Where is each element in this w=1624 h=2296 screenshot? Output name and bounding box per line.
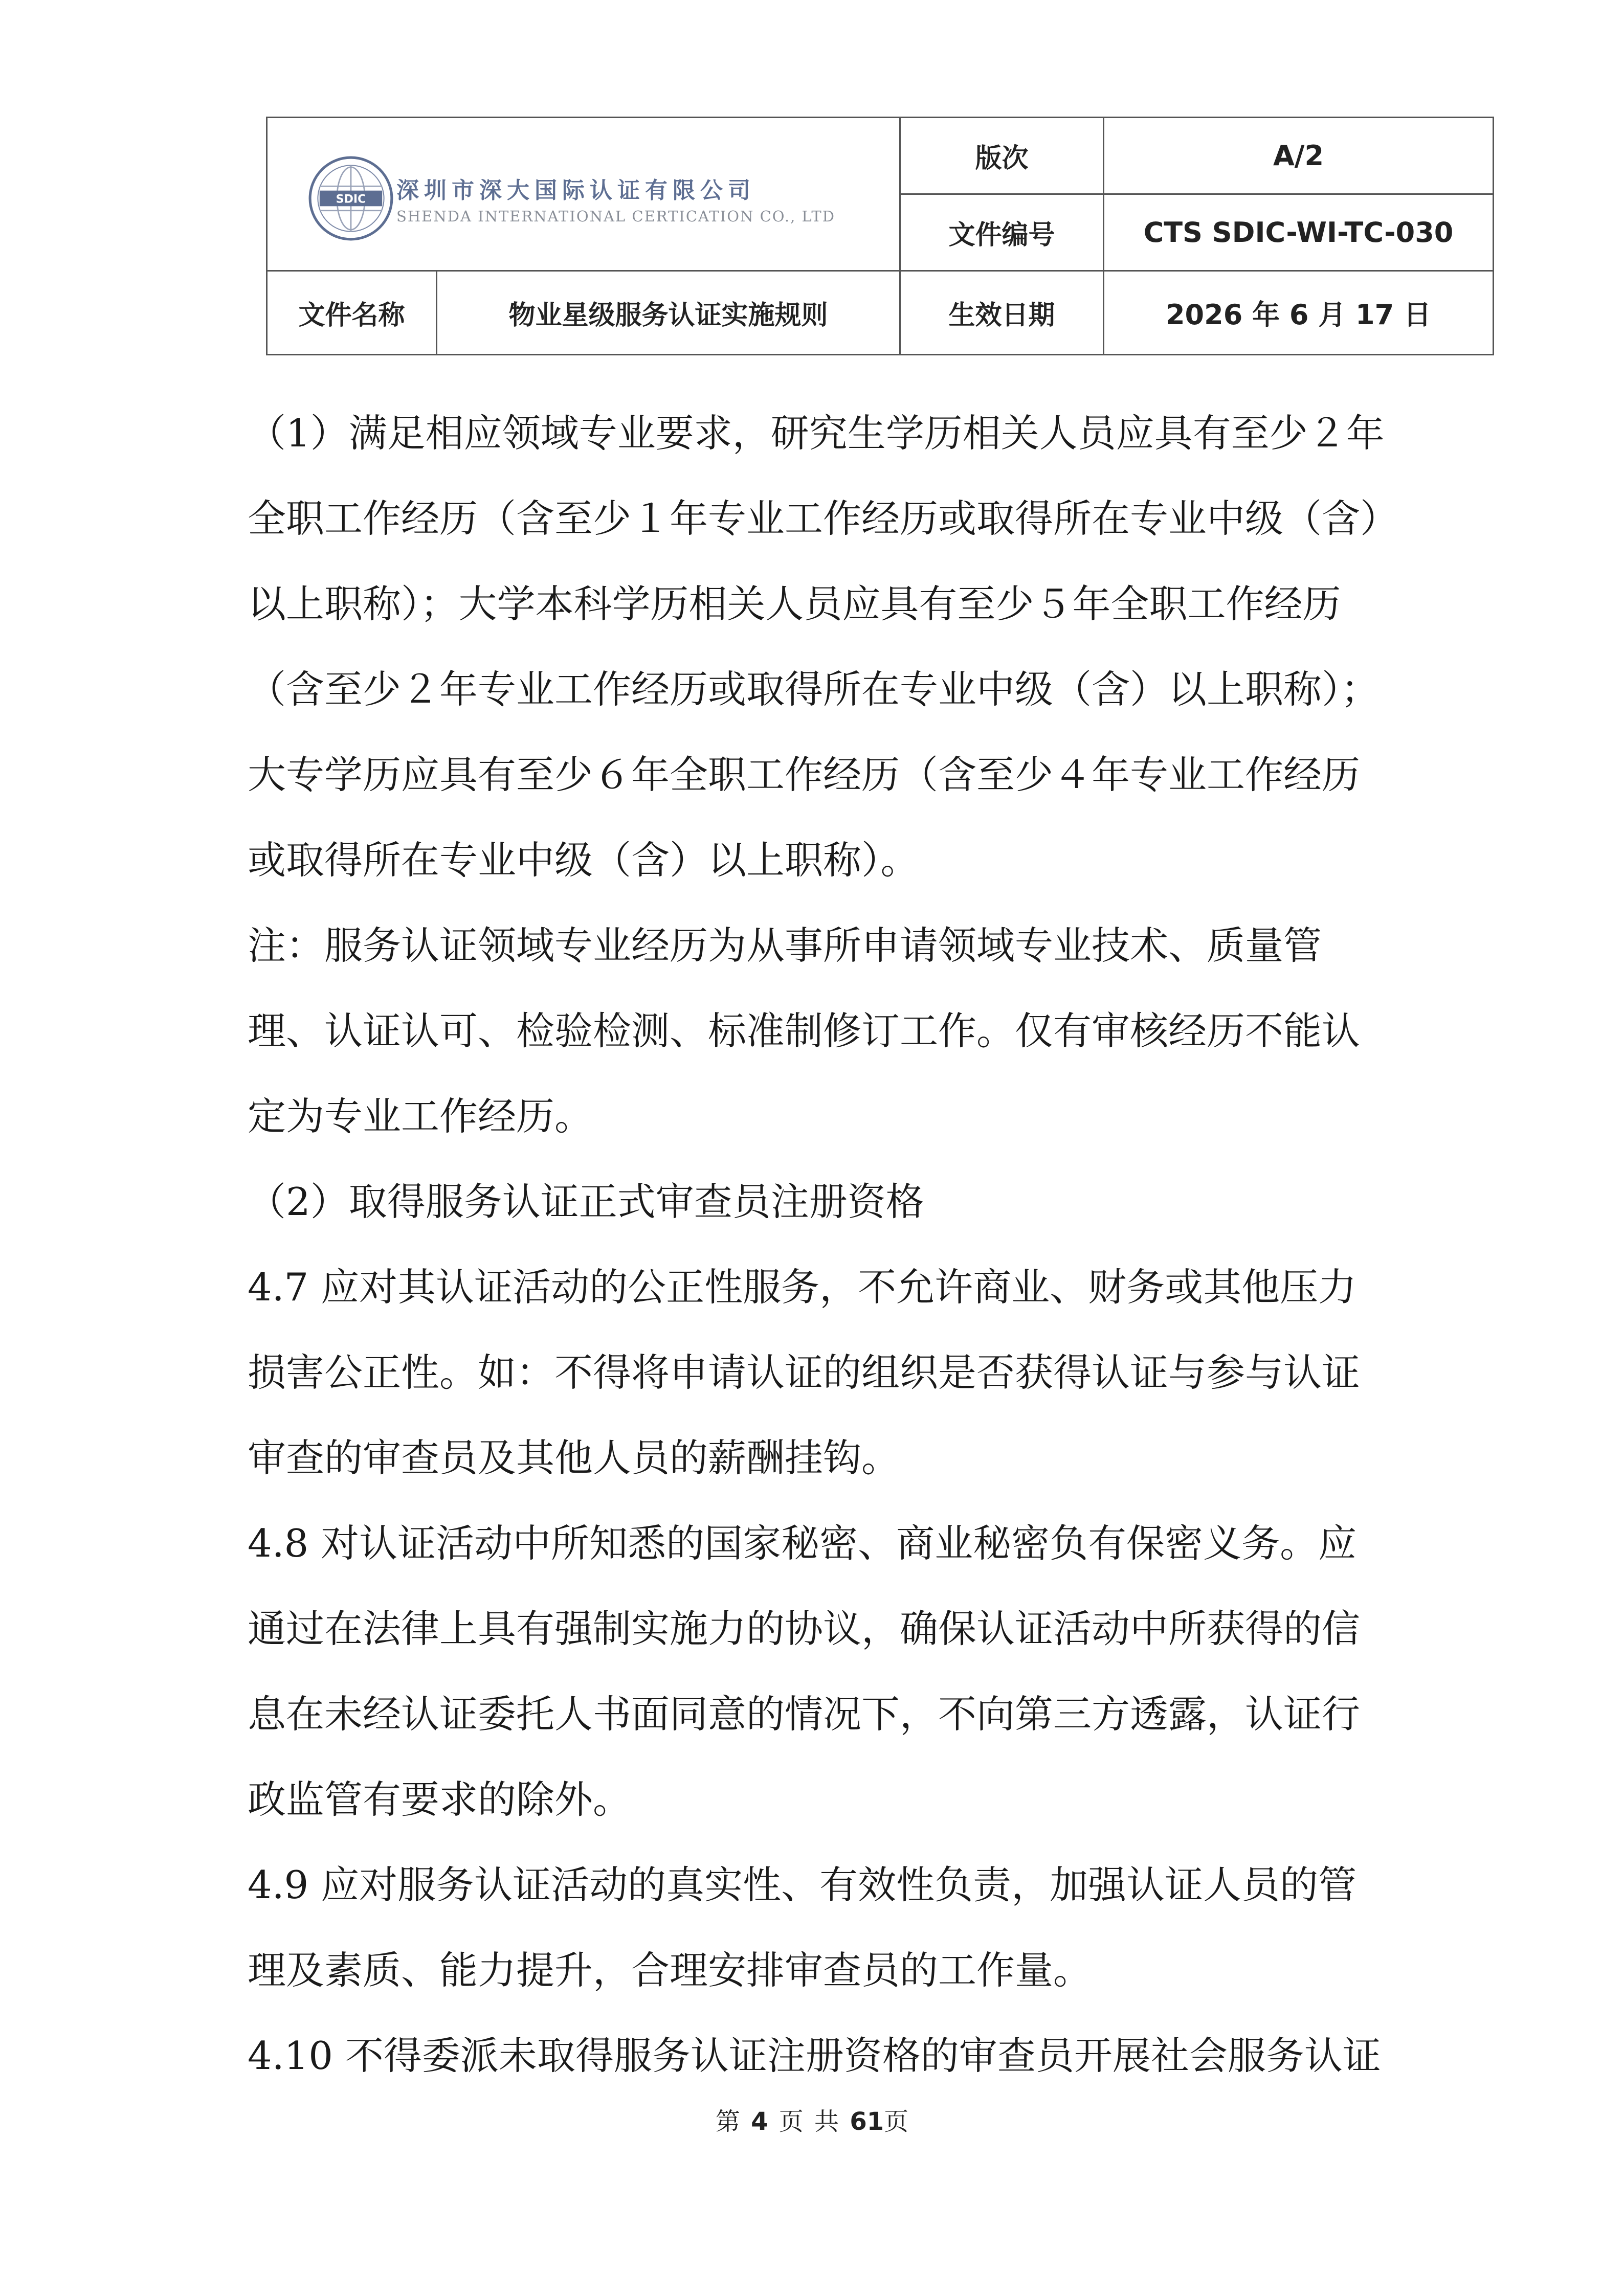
footer-middle: 页 共 — [778, 2107, 839, 2136]
total-pages: 61 — [850, 2107, 884, 2136]
doc-name-label: 文件名称 — [267, 271, 437, 355]
paragraph-requirement-2: （2）取得服务认证正式审查员注册资格 — [248, 1179, 924, 1224]
footer-prefix: 第 — [715, 2107, 740, 2136]
company-logo — [307, 155, 835, 242]
page-number: 4 — [751, 2107, 768, 2136]
doc-name-value: 物业星级服务认证实施规则 — [437, 271, 900, 355]
doc-number-value: CTS SDIC-WI-TC-030 — [1104, 194, 1494, 271]
effective-date-value: 2026 年 6 月 17 日 — [1104, 271, 1494, 355]
version-value: A/2 — [1104, 118, 1494, 194]
version-label: 版次 — [900, 118, 1104, 194]
document-body — [248, 391, 1393, 2099]
paragraph-clause-4-8: 4.8 对认证活动中所知悉的国家秘密、商业秘密负有保密义务。应通过在法律上具有强制实施力的协议，确保认证活动中所获得的信息在未经认证委托人书面同意的情况下，不向第三方透露，认证行政监管有要求的除外。 — [248, 1521, 1361, 1822]
logo-text: SDIC — [336, 192, 366, 206]
document-header-table — [266, 117, 1494, 355]
effective-date-label: 生效日期 — [900, 271, 1104, 355]
company-name: 深圳市深大国际认证有限公司 — [396, 177, 755, 204]
paragraph-note: 注：服务认证领域专业经历为从事所申请领域专业技术、质量管理、认证认可、检验检测、标准制修订工作。仅有审核经历不能认定为专业工作经历。 — [248, 923, 1361, 1139]
doc-number-label: 文件编号 — [900, 194, 1104, 271]
paragraph-requirement-1: （1）满足相应领域专业要求，研究生学历相关人员应具有至少２年全职工作经历（含至少１年专业工作经历或取得所在专业中级（含）以上职称）；大学本科学历相关人员应具有至少５年全职工作经历（含至少２年专业工作经历或取得所在专业中级（含）以上职称）；大专学历应具有至少６年全职工作经历（含至少４年专业工作经历或取得所在专业中级（含）以上职称）。 — [248, 411, 1385, 883]
paragraph-clause-4-9: 4.9 应对服务认证活动的真实性、有效性负责，加强认证人员的管理及素质、能力提升，合理安排审查员的工作量。 — [248, 1862, 1357, 1993]
company-name-en: SHENDA INTERNATIONAL CERTICATION CO., LTD — [396, 208, 835, 225]
paragraph-clause-4-7: 4.7 应对其认证活动的公正性服务，不允许商业、财务或其他压力损害公正性。如：不得将申请认证的组织是否获得认证与参与认证审查的审查员及其他人员的薪酬挂钩。 — [248, 1265, 1361, 1480]
paragraph-clause-4-10: 4.10 不得委派未取得服务认证注册资格的审查员开展社会服务认证 — [248, 2033, 1381, 2078]
page-footer — [0, 2102, 1624, 2137]
company-logo-cell — [267, 118, 900, 271]
sdic-emblem-icon — [307, 155, 394, 242]
footer-suffix: 页 — [884, 2107, 909, 2136]
